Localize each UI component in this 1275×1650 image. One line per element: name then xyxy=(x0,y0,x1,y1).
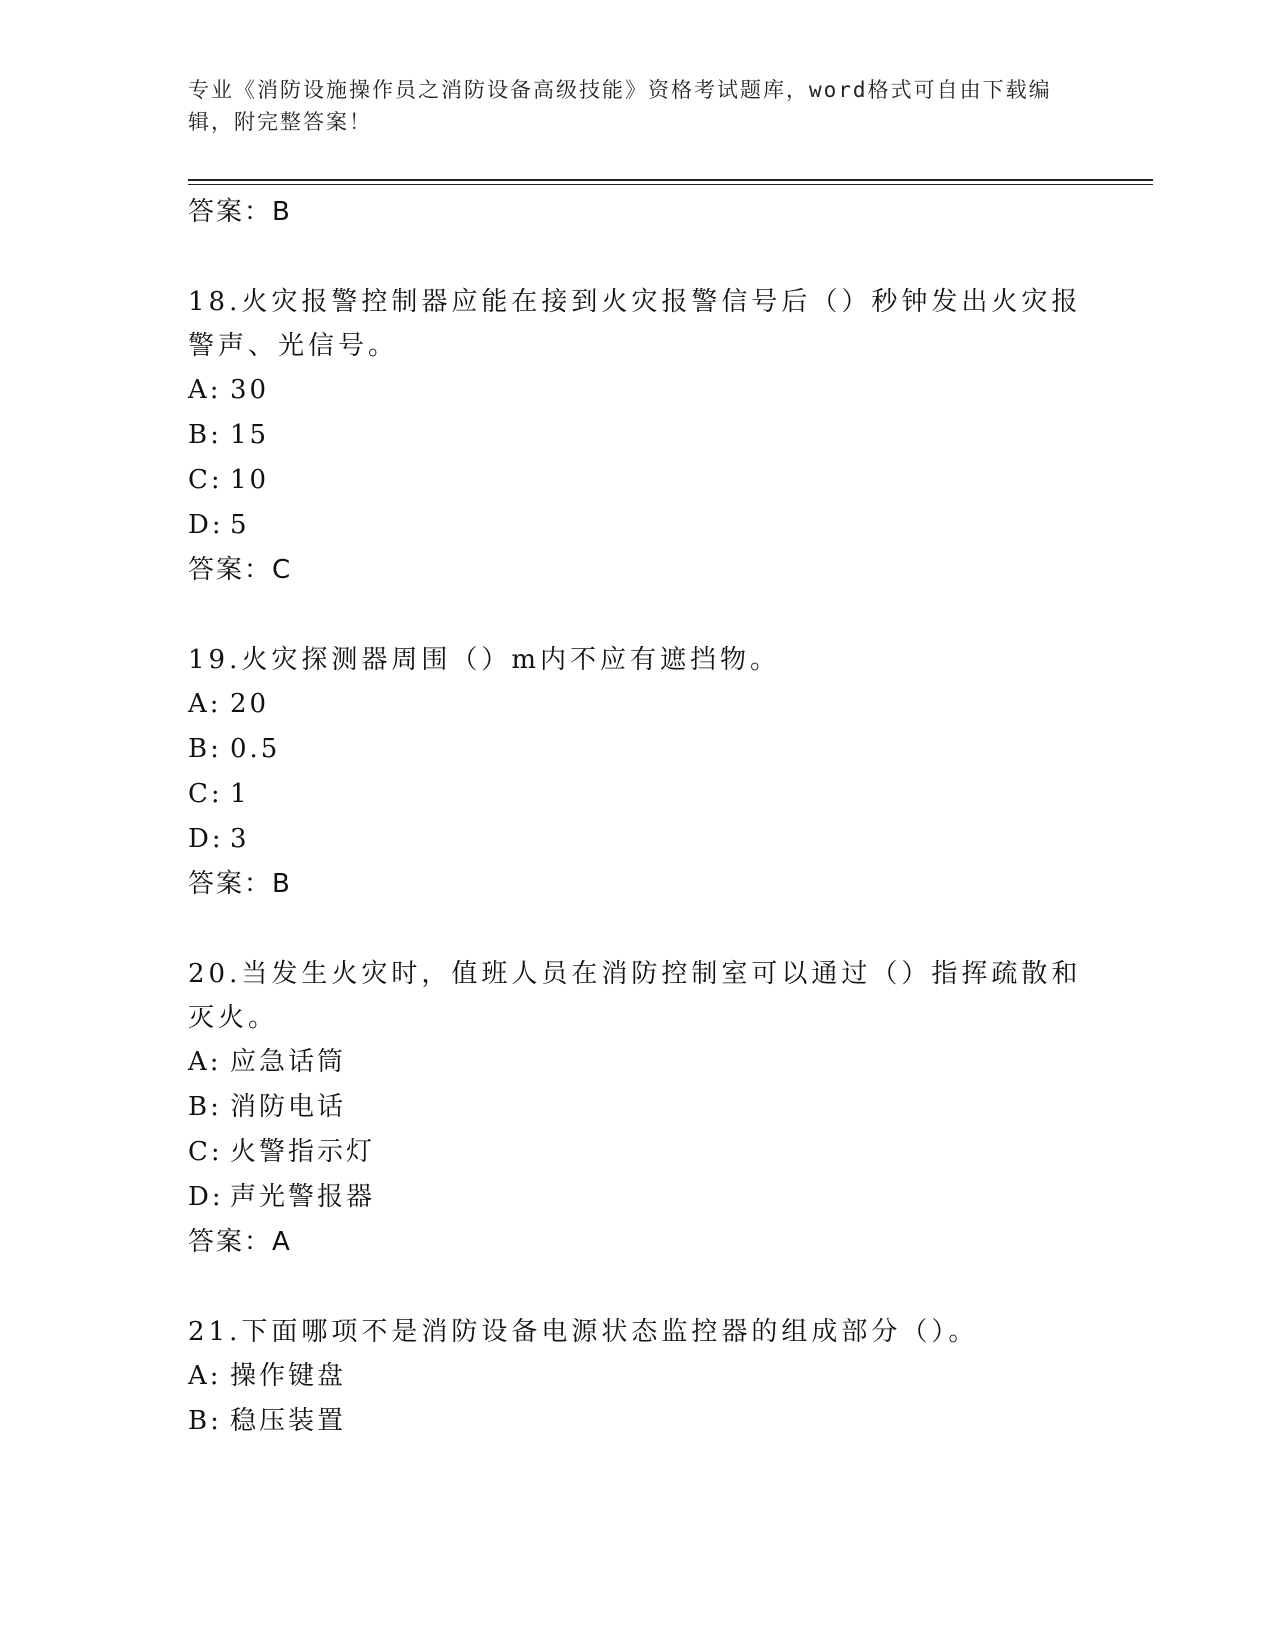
option-key: C: xyxy=(188,465,223,495)
option-c xyxy=(188,1130,1088,1175)
option-text: 10 xyxy=(230,465,270,495)
option-key: D: xyxy=(188,1182,224,1212)
question-block xyxy=(188,952,1088,1264)
option-b xyxy=(188,1399,1088,1444)
question-stem: 21.下面哪项不是消防设备电源状态监控器的组成部分（）。 xyxy=(188,1317,979,1347)
option-b xyxy=(188,727,1088,772)
option-text: 30 xyxy=(230,375,270,405)
answer-line: 答案：C xyxy=(188,555,293,585)
option-c xyxy=(188,772,1088,817)
question-stem: 19.火灾探测器周围（）m内不应有遮挡物。 xyxy=(188,645,781,675)
question-stem: 20.当发生火灾时，值班人员在消防控制室可以通过（）指挥疏散和灭火。 xyxy=(188,959,1082,1033)
option-text: 0.5 xyxy=(230,734,281,764)
option-a xyxy=(188,1354,1088,1399)
option-key: D: xyxy=(188,510,224,540)
option-key: A: xyxy=(188,1047,222,1077)
option-key: A: xyxy=(188,689,222,719)
header-divider-thin xyxy=(188,184,1153,185)
option-key: A: xyxy=(188,1361,222,1391)
answer-line: 答案：B xyxy=(188,869,292,899)
option-key: B: xyxy=(188,1406,222,1436)
option-text: 应急话筒 xyxy=(230,1047,347,1077)
option-text: 火警指示灯 xyxy=(230,1137,376,1167)
option-a xyxy=(188,682,1088,727)
option-text: 20 xyxy=(230,689,270,719)
option-d xyxy=(188,817,1088,862)
option-d xyxy=(188,503,1088,548)
option-d xyxy=(188,1175,1088,1220)
header-divider xyxy=(188,179,1153,181)
option-text: 操作键盘 xyxy=(230,1361,347,1391)
option-a xyxy=(188,1040,1088,1085)
option-key: B: xyxy=(188,734,222,764)
question-block xyxy=(188,1310,1088,1444)
answer-line: 答案：B xyxy=(188,197,292,227)
option-key: B: xyxy=(188,1092,222,1122)
document-header: 专业《消防设施操作员之消防设备高级技能》资格考试题库，word格式可自由下载编辑，附完整答案！ xyxy=(188,78,1052,134)
option-key: A: xyxy=(188,375,222,405)
question-stem: 18.火灾报警控制器应能在接到火灾报警信号后（）秒钟发出火灾报警声、光信号。 xyxy=(188,287,1082,361)
option-text: 15 xyxy=(230,420,270,450)
question-block xyxy=(188,280,1088,592)
option-c xyxy=(188,458,1088,503)
option-text: 1 xyxy=(230,779,250,809)
option-a xyxy=(188,368,1088,413)
option-key: C: xyxy=(188,779,223,809)
option-b xyxy=(188,413,1088,458)
option-text: 5 xyxy=(230,510,250,540)
option-text: 稳压装置 xyxy=(230,1406,347,1436)
option-text: 3 xyxy=(230,824,250,854)
question-block xyxy=(188,638,1088,906)
option-key: D: xyxy=(188,824,224,854)
option-key: B: xyxy=(188,420,222,450)
option-b xyxy=(188,1085,1088,1130)
answer-line: 答案：A xyxy=(188,1227,292,1257)
option-text: 消防电话 xyxy=(230,1092,347,1122)
question-list xyxy=(188,190,1088,1444)
option-text: 声光警报器 xyxy=(230,1182,376,1212)
option-key: C: xyxy=(188,1137,223,1167)
